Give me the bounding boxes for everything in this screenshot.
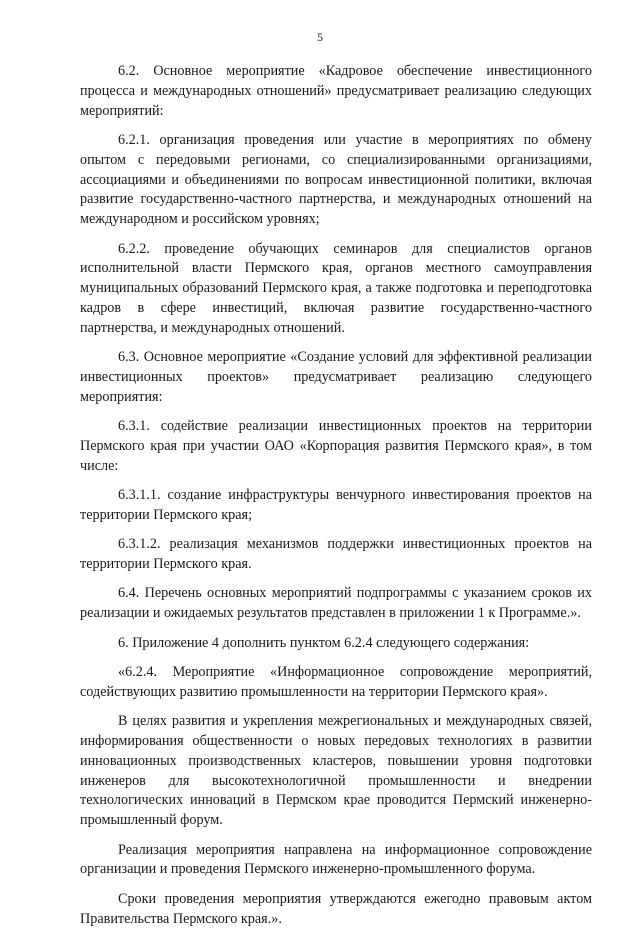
paragraph-forum-goals: В целях развития и укрепления межрегиональных и международных связей, информирования общественности о новых передовых технологиях в развитии инновационных производственных кластеров, повышении уровня подготовки инженеров для высокотехнологичной промышленности и внедрении технологических инноваций в Пермском крае проводится Пермский инженерно-промышленный форум. xyxy=(80,713,592,829)
paragraph-6-2-1: 6.2.1. организация проведения или участие в мероприятиях по обмену опытом с передовыми регионами, со специализированными организациями, ассоциациями и объединениями по вопросам инвестиционной политики, включая развитие государственно-частного партнерства, и международных отношений на международном и российском уровнях; xyxy=(80,131,592,228)
paragraph-6-3-1-2: 6.3.1.2. реализация механизмов поддержки инвестиционных проектов на территории Пермского края. xyxy=(80,536,592,573)
paragraph-6-3-1: 6.3.1. содействие реализации инвестиционных проектов на территории Пермского края при участии ОАО «Корпорация развития Пермского края», в том числе: xyxy=(80,418,592,474)
paragraph-forum-support: Реализация мероприятия направлена на информационное сопровождение организации и проведения Пермского инженерно-промышленного форума. xyxy=(80,841,592,878)
page-number: 5 xyxy=(317,30,323,44)
paragraph-6-2: 6.2. Основное мероприятие «Кадровое обеспечение инвестиционного процесса и международных отношений» предусматривает реализацию следующих мероприятий: xyxy=(80,63,592,119)
paragraph-forum-dates: Сроки проведения мероприятия утверждаются ежегодно правовым актом Правительства Пермского края.». xyxy=(80,890,592,927)
paragraph-item-6: 6. Приложение 4 дополнить пунктом 6.2.4 следующего содержания: xyxy=(118,634,530,651)
document-body xyxy=(80,62,592,929)
paragraph-6-3: 6.3. Основное мероприятие «Создание условий для эффективной реализации инвестиционных проектов» предусматривает реализацию следующего мероприятия: xyxy=(80,349,592,405)
paragraph-6-2-4: «6.2.4. Мероприятие «Информационное сопровождение мероприятий, содействующих развитию промышленности на территории Пермского края». xyxy=(80,664,592,700)
paragraph-6-3-1-1: 6.3.1.1. создание инфраструктуры венчурного инвестирования проектов на территории Пермского края; xyxy=(80,487,592,523)
paragraph-6-2-2: 6.2.2. проведение обучающих семинаров для специалистов органов исполнительной власти Пермского края, органов местного самоуправления муниципальных образований Пермского края, а также подготовка и переподготовка кадров в сфере инвестиций, включая развитие государственно-частного партнерства, и международных отношений. xyxy=(80,240,592,336)
paragraph-6-4: 6.4. Перечень основных мероприятий подпрограммы с указанием сроков их реализации и ожидаемых результатов представлен в приложении 1 к Программе.». xyxy=(80,585,592,622)
